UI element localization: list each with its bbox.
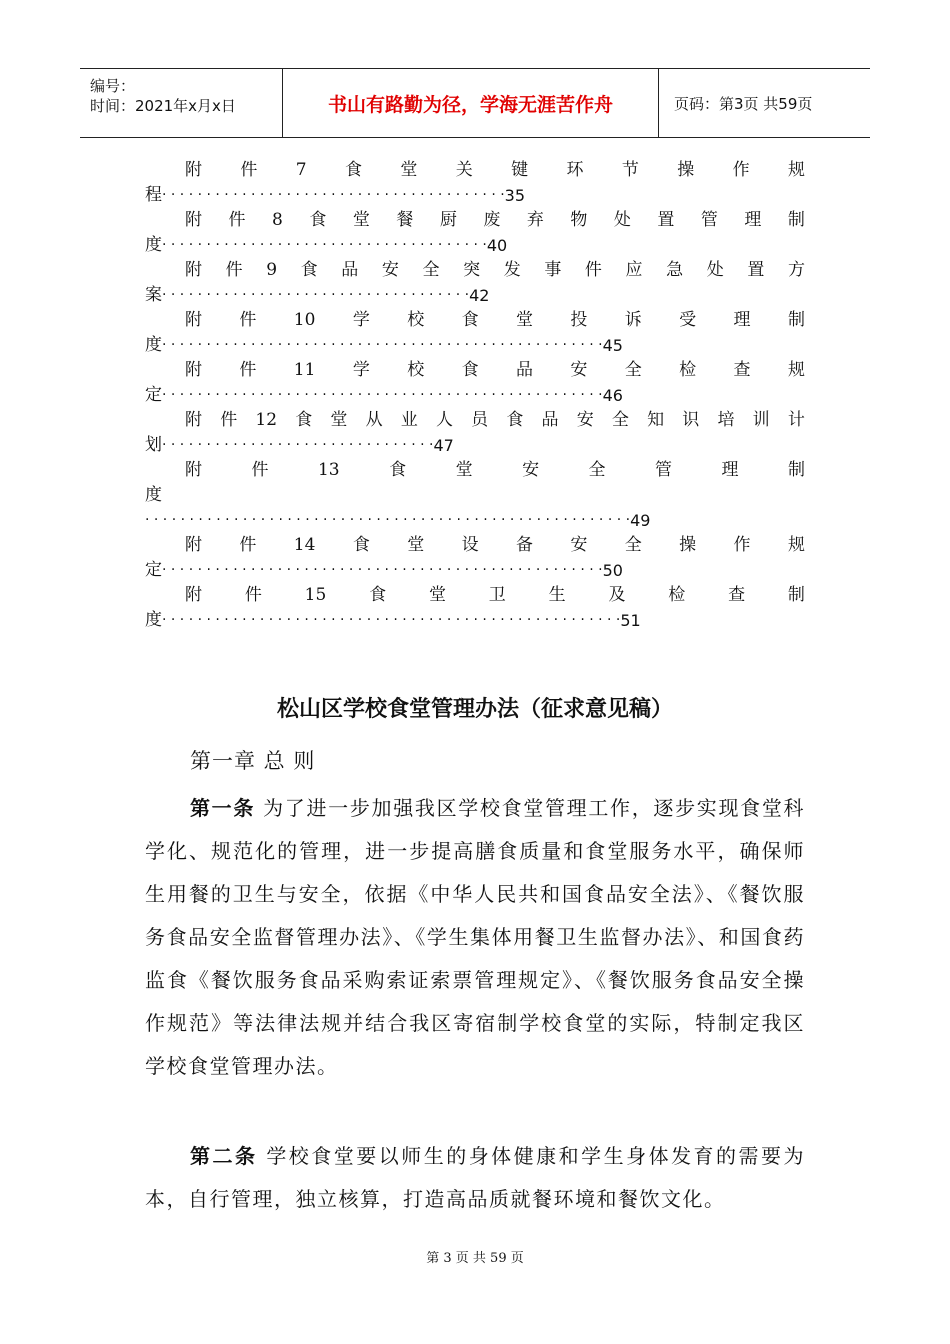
toc-label-char: 培 [717, 410, 735, 430]
toc-entry-label [145, 533, 805, 558]
toc-label-char: 制 [788, 460, 805, 480]
article-1-lead: 第一条 [190, 796, 256, 820]
toc-label-char: 制 [787, 310, 805, 330]
toc-entry[interactable] [145, 158, 805, 208]
page-footer: 第 3 页 共 59 页 [426, 1251, 524, 1266]
toc-label-char: 弃 [526, 210, 544, 230]
toc-label-char: 12 [255, 410, 278, 430]
toc-entry-leader [145, 558, 805, 583]
toc-label-char: 堂 [455, 460, 473, 480]
document-title: 松山区学校食堂管理办法（征求意见稿） [276, 697, 673, 722]
toc-label-char: 13 [317, 460, 340, 480]
toc-label-char: 学 [352, 360, 370, 380]
toc-entry[interactable] [145, 583, 805, 633]
toc-label-char: 生 [548, 585, 566, 605]
toc-label-char: 7 [295, 160, 307, 180]
toc-label-char: 堂 [515, 310, 533, 330]
toc-label-char: 置 [657, 210, 675, 230]
toc-entry[interactable] [145, 508, 805, 533]
toc-label-char: 堂 [330, 410, 348, 430]
toc-label-char: 检 [668, 585, 686, 605]
toc-label-char: 品 [515, 360, 533, 380]
toc-label-char: 堂 [400, 160, 418, 180]
toc-label-char: 全 [611, 410, 629, 430]
toc-label-char: 环 [566, 160, 584, 180]
header-page-label [666, 69, 870, 137]
toc-tail: 程 [145, 185, 162, 205]
toc-tail: 度 [145, 610, 162, 630]
toc-label-char: 从 [365, 410, 383, 430]
toc-label-char: 食 [344, 160, 362, 180]
toc-label-char: 突 [463, 260, 481, 280]
toc-label-char: 作 [732, 160, 750, 180]
number-label: 编号： [90, 77, 136, 95]
toc-label-char: 食 [461, 310, 479, 330]
toc-label-char: 检 [679, 360, 697, 380]
toc-label-char: 安 [381, 260, 399, 280]
toc-label-char: 备 [515, 535, 533, 555]
toc-label-char: 件 [239, 535, 257, 555]
toc-entry-leader [145, 508, 805, 533]
toc-label-char: 件 [240, 160, 258, 180]
article-2-text: 学校食堂要以师生的身体健康和学生身体发育的需要为本，自行管理，独立核算，打造高品质就餐环境和餐饮文化。 [145, 1144, 806, 1211]
toc-label-char: 附 [185, 260, 202, 280]
toc-entry-label [145, 408, 805, 433]
toc-label-char: 安 [570, 360, 588, 380]
toc-dot-leader: · · · · · · · · · · · · · · · · · · · · · · · · · · · · · · · · · · · · · [162, 237, 487, 253]
header-meta [80, 69, 283, 137]
toc-label-char: 制 [787, 585, 805, 605]
toc-label-char: 制 [787, 210, 805, 230]
toc-label-char: 设 [461, 535, 479, 555]
toc-page-number: 47 [433, 436, 454, 455]
toc-entry-label [145, 583, 805, 608]
toc-tail: 案 [145, 285, 162, 305]
toc-label-char: 食 [309, 210, 327, 230]
toc-label-char: 理 [721, 460, 739, 480]
toc-label-char: 附 [185, 535, 202, 555]
toc-dot-leader: · · · · · · · · · · · · · · · · · · · · · · · · · · · · · · · · · · · [162, 287, 470, 303]
toc-label-char: 规 [787, 360, 805, 380]
toc-entry[interactable] [145, 258, 805, 308]
toc-tail: 度 [145, 235, 162, 255]
toc-label-char: 节 [621, 160, 639, 180]
toc-label-char: 件 [220, 410, 238, 430]
toc-page-number: 51 [620, 611, 641, 630]
toc-label-char: 件 [251, 460, 269, 480]
toc-label-char: 附 [185, 360, 202, 380]
toc-label-char: 全 [588, 460, 606, 480]
toc-entry-label [145, 258, 805, 283]
toc-page-number: 35 [504, 186, 526, 205]
toc-label-char: 物 [570, 210, 588, 230]
toc-page-number: 46 [602, 386, 623, 405]
toc-label-char: 品 [541, 410, 559, 430]
toc-entry-leader [145, 433, 805, 458]
toc-label-char: 附 [185, 210, 202, 230]
toc-entry-label [145, 158, 805, 183]
toc-label-char: 知 [647, 410, 665, 430]
toc-entry[interactable] [145, 533, 805, 583]
toc-dot-leader: · · · · · · · · · · · · · · · · · · · · · · · · · · · · · · · · · · · · · · · · · · · · · · · · · · [162, 387, 603, 403]
toc-entry[interactable] [145, 458, 805, 508]
toc-label-char: 全 [624, 360, 642, 380]
toc-label-char: 件 [228, 210, 246, 230]
toc-entry[interactable] [145, 208, 805, 258]
toc-tail: 定 [145, 385, 162, 405]
toc-label-char: 食 [295, 410, 313, 430]
toc-page-number: 40 [486, 236, 508, 255]
toc-label-char: 堂 [428, 585, 446, 605]
toc-label-char: 查 [728, 585, 746, 605]
toc-entry-leader [145, 483, 805, 508]
toc-label-char: 业 [400, 410, 418, 430]
toc-label-char: 规 [787, 160, 805, 180]
toc-label-char: 关 [455, 160, 473, 180]
toc-label-char: 废 [483, 210, 501, 230]
toc-label-char: 食 [369, 585, 387, 605]
article-2 [145, 1135, 805, 1221]
toc-label-char: 食 [300, 260, 318, 280]
toc-label-char: 11 [293, 360, 316, 380]
toc-page-number: 42 [469, 286, 490, 305]
toc-entry-leader [145, 283, 805, 308]
toc-label-char: 厨 [439, 210, 457, 230]
toc-dot-leader: · · · · · · · · · · · · · · · · · · · · · · · · · · · · · · · · · · · · · · · · · · · · · · · · · · · · [162, 612, 621, 628]
toc-dot-leader: · · · · · · · · · · · · · · · · · · · · · · · · · · · · · · · · · · · · · · · · · · · · · · · · · · [162, 337, 603, 353]
toc-entry[interactable] [145, 308, 805, 358]
toc-entry[interactable] [145, 358, 805, 408]
toc-dot-leader: · · · · · · · · · · · · · · · · · · · · · · · · · · · · · · · [162, 437, 434, 453]
toc-label-char: 安 [576, 410, 594, 430]
toc-label-char: 卫 [488, 585, 506, 605]
article-2-lead: 第二条 [190, 1144, 258, 1168]
toc-page-number: 45 [602, 336, 623, 355]
toc-entry-leader [145, 383, 805, 408]
toc-entry-label [145, 308, 805, 333]
toc-label-char: 附 [185, 410, 202, 430]
toc-label-char: 堂 [352, 210, 370, 230]
toc-label-char: 训 [752, 410, 770, 430]
toc-label-char: 投 [570, 310, 588, 330]
toc-label-char: 急 [666, 260, 684, 280]
article-1-text: 为了进一步加强我区学校食堂管理工作，逐步实现食堂科学化、规范化的管理，进一步提高膳食质量和食堂服务水平，确保师生用餐的卫生与安全，依据《中华人民共和国食品安全法》、《餐饮服务食品安全监督管理办法》、《学生集体用餐卫生监督办法》、和国食药监食《餐饮服务食品采购索证索票管理规定》、《餐饮服务食品安全操作规范》等法律法规并结合我区寄宿制学校食堂的实际，特制定我区学校食堂管理办法。 [145, 796, 806, 1078]
toc-label-char: 校 [407, 310, 425, 330]
toc-dot-leader: · · · · · · · · · · · · · · · · · · · · · · · · · · · · · · · · · · · · · · · · · · · · · · · · · · · · · · · [145, 512, 631, 528]
toc-label-char: 人 [435, 410, 453, 430]
toc-entry-label [145, 208, 805, 233]
toc-entry-leader [145, 608, 805, 633]
toc-label-char: 件 [239, 310, 257, 330]
toc-label-char: 全 [422, 260, 440, 280]
toc-label-char: 受 [679, 310, 697, 330]
toc-label-char: 置 [747, 260, 765, 280]
toc-label-char: 管 [700, 210, 718, 230]
toc-label-char: 食 [389, 460, 407, 480]
toc-label-char: 14 [293, 535, 316, 555]
toc-tail: 定 [145, 560, 162, 580]
toc-label-char: 查 [733, 360, 751, 380]
toc-label-char: 8 [272, 210, 283, 230]
toc-label-char: 食 [352, 535, 370, 555]
page-label-text: 页码：第3页 共59页 [674, 94, 813, 113]
toc-label-char: 食 [461, 360, 479, 380]
toc-entry[interactable] [145, 408, 805, 458]
toc-label-char: 理 [744, 210, 762, 230]
toc-label-char: 方 [787, 260, 805, 280]
table-of-contents [145, 158, 805, 633]
toc-dot-leader: · · · · · · · · · · · · · · · · · · · · · · · · · · · · · · · · · · · · · · · [162, 187, 505, 203]
toc-entry-label [145, 358, 805, 383]
toc-label-char: 件 [244, 585, 262, 605]
toc-label-char: 发 [503, 260, 521, 280]
page-header [80, 68, 870, 138]
toc-label-char: 件 [225, 260, 243, 280]
toc-label-char: 操 [677, 160, 695, 180]
toc-entry-leader [145, 333, 805, 358]
toc-entry-leader [145, 233, 805, 258]
toc-label-char: 员 [471, 410, 489, 430]
date-label: 时间：2021年x月x日 [90, 97, 236, 115]
toc-label-char: 件 [239, 360, 257, 380]
toc-label-char: 作 [733, 535, 751, 555]
toc-label-char: 安 [570, 535, 588, 555]
toc-page-number: 49 [630, 511, 651, 530]
toc-label-char: 管 [655, 460, 673, 480]
toc-label-char: 及 [608, 585, 626, 605]
toc-label-char: 安 [522, 460, 540, 480]
toc-label-char: 识 [682, 410, 700, 430]
toc-label-char: 15 [304, 585, 327, 605]
toc-label-char: 餐 [396, 210, 414, 230]
toc-label-char: 处 [706, 260, 724, 280]
toc-label-char: 附 [185, 160, 202, 180]
toc-label-char: 规 [787, 535, 805, 555]
toc-dot-leader: · · · · · · · · · · · · · · · · · · · · · · · · · · · · · · · · · · · · · · · · · · · · · · · · · · [162, 562, 603, 578]
toc-entry-leader [145, 183, 805, 208]
toc-label-char: 食 [506, 410, 524, 430]
toc-tail: 划 [145, 435, 162, 455]
chapter-heading: 第一章 总 则 [190, 749, 316, 773]
toc-label-char: 堂 [407, 535, 425, 555]
toc-label-char: 键 [511, 160, 529, 180]
toc-label-char: 诉 [624, 310, 642, 330]
toc-label-char: 校 [407, 360, 425, 380]
toc-label-char: 9 [266, 260, 278, 280]
toc-tail: 度 [145, 335, 162, 355]
toc-label-char: 件 [584, 260, 602, 280]
toc-tail: 度 [145, 485, 162, 505]
toc-label-char: 处 [613, 210, 631, 230]
article-1 [145, 787, 805, 1088]
toc-label-char: 学 [352, 310, 370, 330]
header-motto: 书山有路勤为径，学海无涯苦作舟 [283, 69, 659, 137]
toc-label-char: 品 [341, 260, 359, 280]
toc-label-char: 附 [185, 585, 202, 605]
toc-label-char: 操 [679, 535, 697, 555]
toc-entry-label [145, 458, 805, 483]
toc-label-char: 附 [185, 310, 202, 330]
toc-label-char: 事 [544, 260, 562, 280]
toc-label-char: 应 [625, 260, 643, 280]
toc-label-char: 附 [185, 460, 202, 480]
toc-label-char: 计 [787, 410, 805, 430]
toc-label-char: 理 [733, 310, 751, 330]
toc-label-char: 全 [624, 535, 642, 555]
toc-label-char: 10 [293, 310, 316, 330]
toc-page-number: 50 [602, 561, 623, 580]
